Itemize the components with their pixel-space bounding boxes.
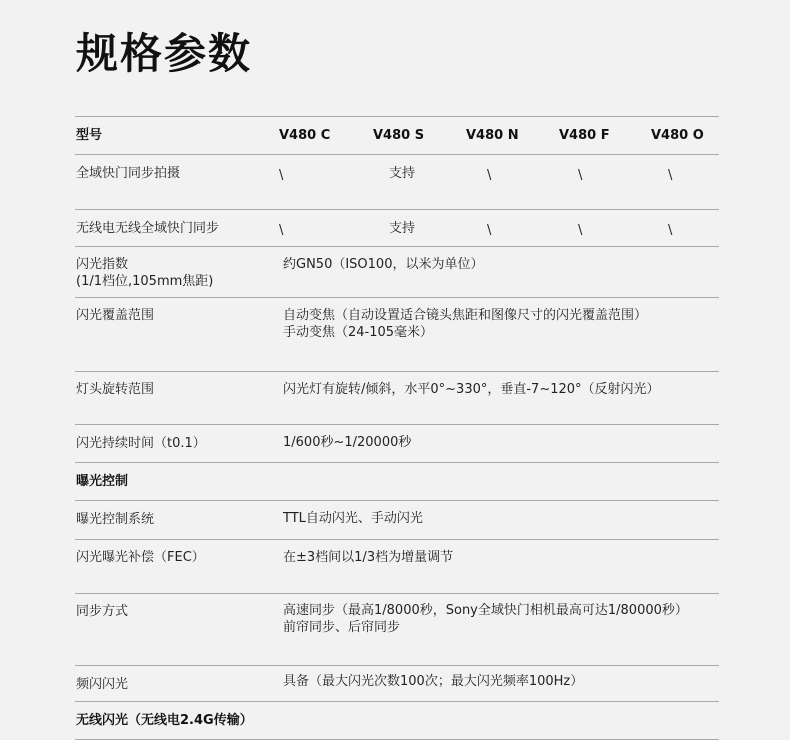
section-label: 无线闪光（无线电2.4G传输） xyxy=(76,713,253,728)
row-value: \ xyxy=(668,168,673,183)
page-title: 规格参数 xyxy=(76,29,253,78)
row-label: 全域快门同步拍摄 xyxy=(76,166,181,181)
row-value: TTL自动闪光、手动闪光 xyxy=(283,511,423,526)
row-label: 同步方式 xyxy=(76,604,129,619)
model-o: V480 O xyxy=(651,128,704,143)
row-value: \ xyxy=(487,223,492,238)
table-header-row xyxy=(75,117,719,154)
row-value: \ xyxy=(578,168,583,183)
model-n: V480 N xyxy=(466,128,519,143)
table-row xyxy=(75,298,719,371)
row-value: 手动变焦（24-105毫米） xyxy=(283,325,434,340)
row-value: 在±3档间以1/3档为增量调节 xyxy=(283,550,454,565)
model-c: V480 C xyxy=(279,128,331,143)
table-row xyxy=(75,425,719,462)
row-value: \ xyxy=(668,223,673,238)
row-label: 闪光覆盖范围 xyxy=(76,308,155,323)
table-row xyxy=(75,247,719,297)
table-row xyxy=(75,666,719,701)
row-value: 闪光灯有旋转/倾斜，水平0°~330°，垂直-7~120°（反射闪光） xyxy=(283,382,660,397)
section-header-exposure xyxy=(75,463,719,500)
row-value: 高速同步（最高1/8000秒，Sony全域快门相机最高可达1/80000秒） xyxy=(283,603,688,618)
table-row xyxy=(75,501,719,539)
row-value: 前帘同步、后帘同步 xyxy=(283,620,401,635)
table-row xyxy=(75,372,719,424)
row-label: 曝光控制系统 xyxy=(76,512,155,527)
section-header-wireless xyxy=(75,702,719,739)
row-value: \ xyxy=(279,168,284,183)
table-row xyxy=(75,210,719,246)
row-value: \ xyxy=(487,168,492,183)
row-label: 频闪闪光 xyxy=(76,677,129,692)
row-value: \ xyxy=(578,223,583,238)
row-value: 自动变焦（自动设置适合镜头焦距和图像尺寸的闪光覆盖范围） xyxy=(283,308,648,323)
row-value: 1/600秒~1/20000秒 xyxy=(283,435,412,450)
spec-table xyxy=(75,116,719,740)
table-row xyxy=(75,594,719,665)
table-row xyxy=(75,540,719,593)
row-label: 闪光曝光补偿（FEC） xyxy=(76,550,205,565)
model-f: V480 F xyxy=(559,128,610,143)
row-value: 约GN50（ISO100，以米为单位） xyxy=(283,257,484,272)
row-value: \ xyxy=(279,223,284,238)
row-label: 闪光指数 xyxy=(76,257,129,272)
row-label: 无线电无线全域快门同步 xyxy=(76,221,220,236)
row-label: 灯头旋转范围 xyxy=(76,382,155,397)
row-value: 支持 xyxy=(389,221,416,236)
row-label: 闪光持续时间（t0.1） xyxy=(76,436,206,451)
table-row xyxy=(75,155,719,209)
section-label: 曝光控制 xyxy=(76,474,129,489)
row-label-sub: (1/1档位,105mm焦距) xyxy=(76,274,214,289)
row-value: 支持 xyxy=(389,166,416,181)
model-s: V480 S xyxy=(373,128,425,143)
header-label: 型号 xyxy=(76,128,103,143)
row-value: 具备（最大闪光次数100次；最大闪光频率100Hz） xyxy=(283,674,584,689)
